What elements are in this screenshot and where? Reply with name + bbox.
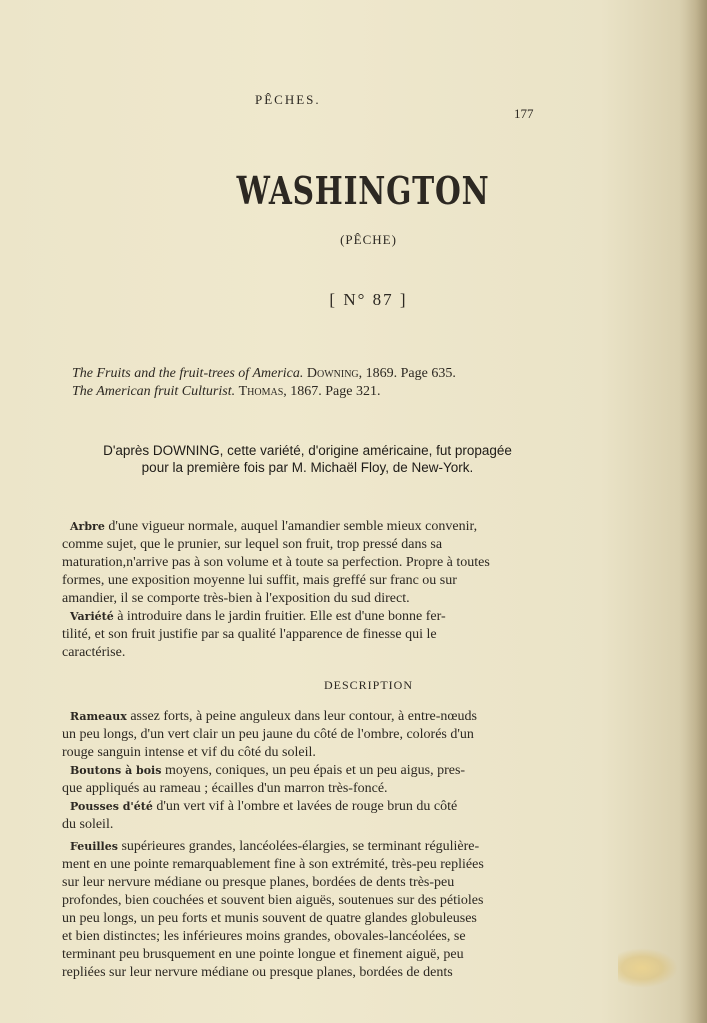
reference-line <box>72 366 456 382</box>
text-line: tilité, et son fruit justifie par sa qualité l'apparence de finesse qui le <box>62 627 437 642</box>
page-number: 177 <box>514 106 534 121</box>
text-line: que appliqués au rameau ; écailles d'un marron très-foncé. <box>62 781 388 796</box>
paragraph-label: Feuilles <box>70 840 118 853</box>
running-head: PÊCHES. <box>255 92 321 107</box>
text-line: Rameaux assez forts, à peine anguleux dans leur contour, à entre-nœuds <box>70 709 477 724</box>
title-text: WASHINGTON <box>237 168 490 213</box>
paragraph-label: Arbre <box>70 520 105 533</box>
text-line: un peu longs, un peu forts et munis souvent de quatre glandes globuleuses <box>62 911 477 926</box>
text-line: et bien distinctes; les inférieures moins grandes, obovales-lancéolées, se <box>62 929 466 944</box>
reference-author: Thomas, <box>238 384 287 399</box>
text-line: profondes, bien couchées et souvent bien aiguës, soutenues sur des pétioles <box>62 893 484 908</box>
origin-line: pour la première fois par M. Michaël Floy, de New-York. <box>141 460 474 475</box>
subtitle: (PÊCHE) <box>340 232 397 247</box>
text-line: Pousses d'été d'un vert vif à l'ombre et lavées de rouge brun du côté <box>70 799 458 814</box>
origin-note <box>70 442 545 476</box>
text-line: caractérise. <box>62 645 126 660</box>
text-line: repliées sur leur nervure médiane ou presque planes, bordées de dents <box>62 965 453 980</box>
reference-title: The American fruit Culturist. <box>72 384 236 399</box>
paragraph-label: Variété <box>70 610 114 623</box>
variety-number: [ N° 87 ] <box>329 290 408 309</box>
text-line: Boutons à bois moyens, coniques, un peu épais et un peu aigus, pres- <box>70 763 466 778</box>
paragraph-label: Boutons à bois <box>70 764 162 777</box>
text-line: ment en une pointe remarquablement fine à son extrémité, très-peu repliées <box>62 857 484 872</box>
text-line: amandier, il se comporte très-bien à l'exposition du sud direct. <box>62 591 410 606</box>
text-line: Arbre d'une vigueur normale, auquel l'amandier semble mieux convenir, <box>70 519 478 534</box>
paragraph-label: Rameaux <box>70 710 127 723</box>
text-line: formes, une exposition moyenne lui suffit, mais greffé sur franc ou sur <box>62 573 457 588</box>
page-title <box>0 168 707 213</box>
paragraph-label: Pousses d'été <box>70 800 153 813</box>
paper-stain <box>618 948 678 988</box>
text-line: rouge sanguin intense et vif du côté du soleil. <box>62 745 316 760</box>
text-line: Feuilles supérieures grandes, lancéolées-élargies, se terminant régulière- <box>70 839 480 854</box>
origin-line: D'après DOWNING, cette variété, d'origine américaine, fut propagée <box>103 443 512 458</box>
text-line: Variété à introduire dans le jardin fruitier. Elle est d'une bonne fer- <box>70 609 446 624</box>
section-title: DESCRIPTION <box>323 678 413 692</box>
reference-title: The Fruits and the fruit-trees of America. <box>72 366 304 381</box>
text-line: comme sujet, que le prunier, sur lequel son fruit, trop pressé dans sa <box>62 537 443 552</box>
text-line: sur leur nervure médiane ou presque planes, bordées de dents très-peu <box>62 875 455 890</box>
text-line: maturation,n'arrive pas à son volume et à toute sa perfection. Propre à toutes <box>62 555 490 570</box>
page-edge-shadow <box>679 0 707 1023</box>
reference-line <box>72 384 380 400</box>
text-line: terminant peu brusquement en une pointe longue et finement aiguë, peu <box>62 947 464 962</box>
reference-details: 1869. Page 635. <box>365 366 456 381</box>
reference-author: Downing, <box>306 366 363 381</box>
text-line: un peu longs, d'un vert clair un peu jaune du côté de l'ombre, colorés d'un <box>62 727 474 742</box>
text-line: du soleil. <box>62 817 114 832</box>
reference-details: 1867. Page 321. <box>290 384 381 399</box>
